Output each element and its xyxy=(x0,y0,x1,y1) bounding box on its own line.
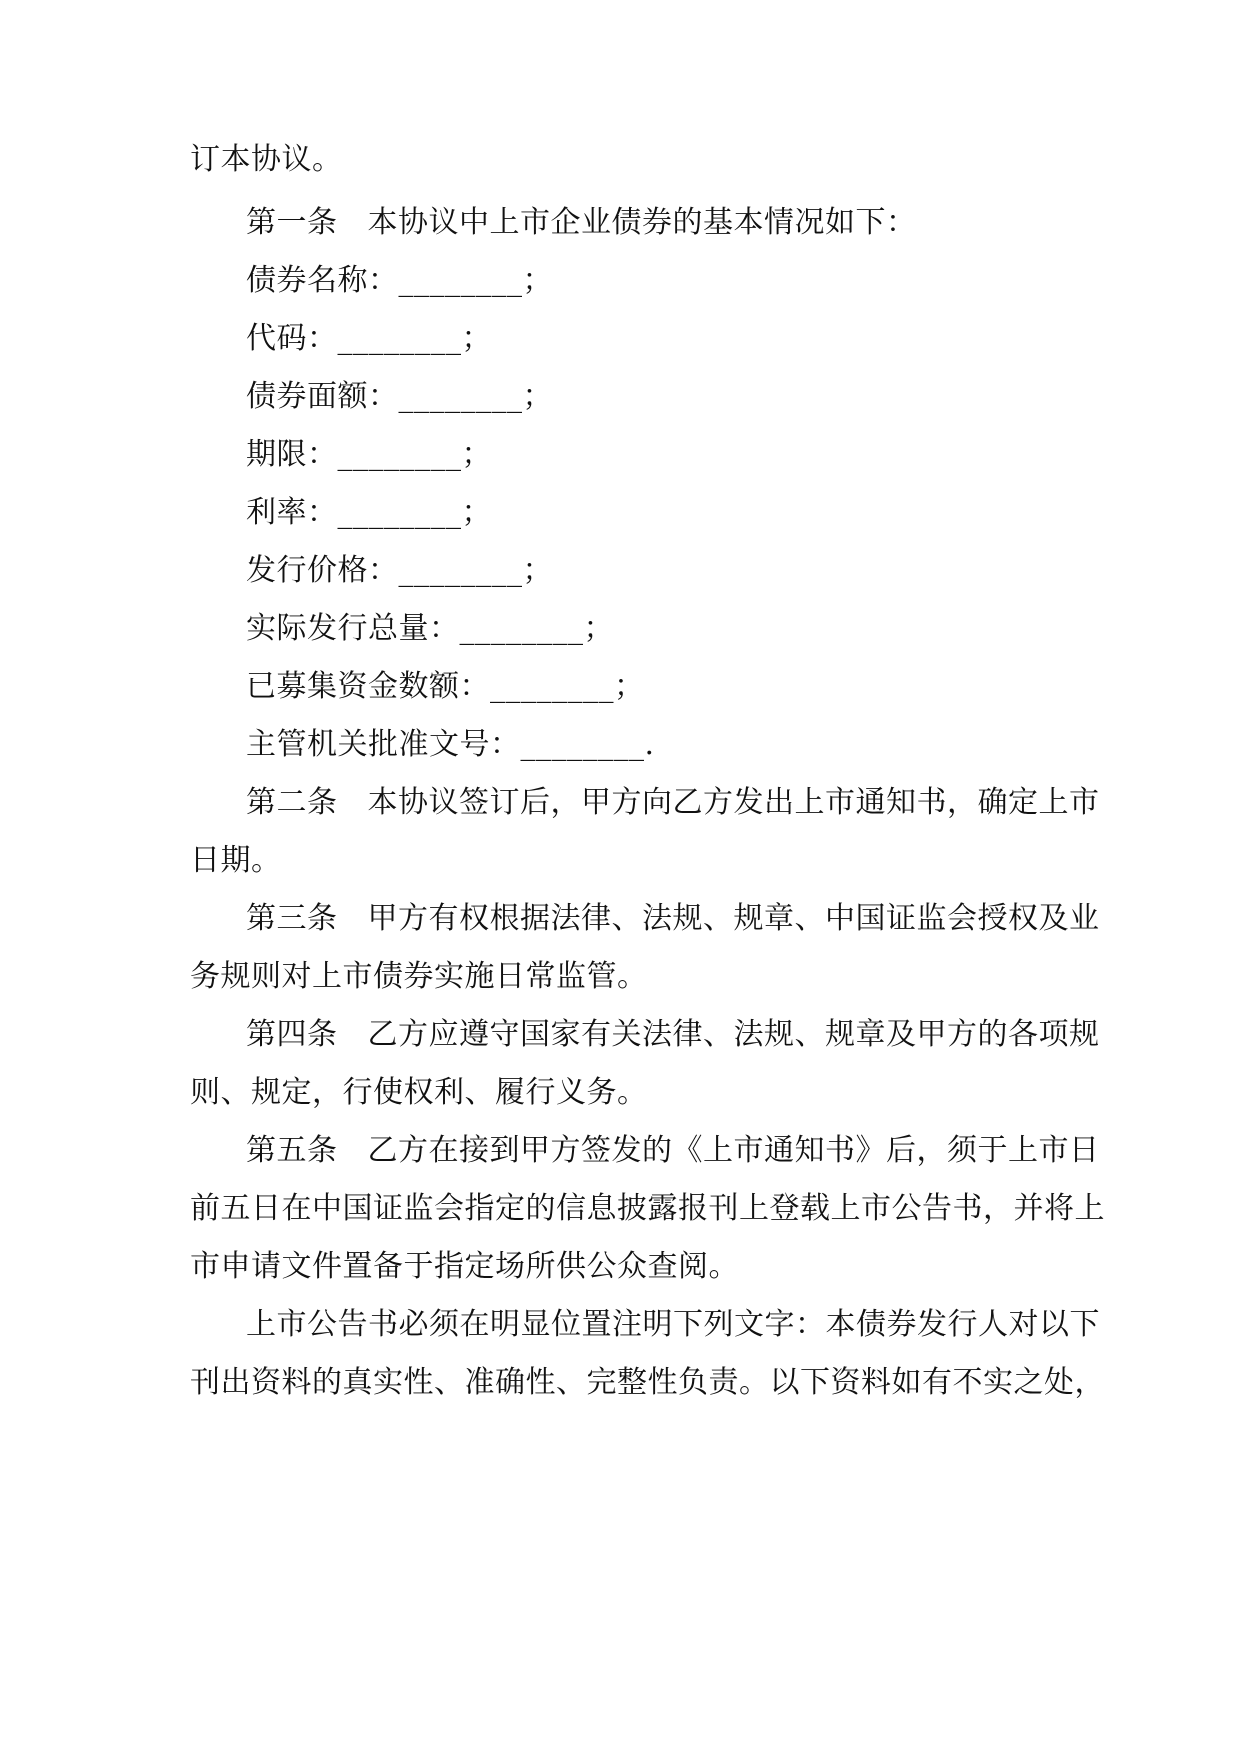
article-text: 本协议中上市企业债券的基本情况如下： xyxy=(367,205,917,240)
field-total-issued xyxy=(246,609,614,649)
text-line xyxy=(190,1247,739,1287)
text-line xyxy=(190,1073,648,1113)
paragraph-start xyxy=(246,1305,1100,1345)
article-number: 第一条 xyxy=(246,205,338,240)
text-line xyxy=(190,1189,1105,1229)
field-rate xyxy=(246,493,492,533)
article-number: 第五条 xyxy=(246,1133,338,1168)
field-text: 债券面额：________； xyxy=(246,379,553,414)
article-text: 乙方在接到甲方签发的《上市通知书》后，须于上市日 xyxy=(367,1133,1100,1168)
line-text: 日期。 xyxy=(190,843,282,878)
article-text: 乙方应遵守国家有关法律、法规、规章及甲方的各项规 xyxy=(367,1017,1100,1052)
field-text: 代码：________； xyxy=(246,321,492,356)
field-term xyxy=(246,435,492,475)
field-text: 债券名称：________； xyxy=(246,263,553,298)
field-text: 已募集资金数额：________； xyxy=(246,669,645,704)
text-line xyxy=(190,957,648,997)
line-text: 订本协议。 xyxy=(190,142,343,177)
article-text: 甲方有权根据法律、法规、规章、中国证监会授权及业 xyxy=(367,901,1100,936)
line-text: 刊出资料的真实性、准确性、完整性负责。以下资料如有不实之处， xyxy=(190,1365,1105,1400)
text-line xyxy=(190,841,282,881)
field-text: 利率：________； xyxy=(246,495,492,530)
text-line xyxy=(190,140,343,180)
article-number: 第三条 xyxy=(246,901,338,936)
field-issue-price xyxy=(246,551,553,591)
line-text: 上市公告书必须在明显位置注明下列文字：本债券发行人对以下 xyxy=(246,1307,1100,1342)
field-bond-name xyxy=(246,261,553,301)
line-text: 市申请文件置备于指定场所供公众查阅。 xyxy=(190,1249,739,1284)
field-code xyxy=(246,319,492,359)
field-face-value xyxy=(246,377,553,417)
field-text: 发行价格：________； xyxy=(246,553,553,588)
field-funds-raised xyxy=(246,667,645,707)
article-5-heading xyxy=(246,1131,1100,1171)
line-text: 则、规定，行使权利、履行义务。 xyxy=(190,1075,648,1110)
article-4-heading xyxy=(246,1015,1100,1055)
article-3-heading xyxy=(246,899,1100,939)
article-text: 本协议签订后，甲方向乙方发出上市通知书，确定上市 xyxy=(367,785,1100,820)
article-number: 第四条 xyxy=(246,1017,338,1052)
article-number: 第二条 xyxy=(246,785,338,820)
field-text: 期限：________； xyxy=(246,437,492,472)
field-text: 实际发行总量：________； xyxy=(246,611,614,646)
field-approval-number xyxy=(246,725,655,765)
article-1-heading xyxy=(246,203,917,243)
article-2-heading xyxy=(246,783,1100,823)
field-text: 主管机关批准文号：________. xyxy=(246,727,655,762)
text-line xyxy=(190,1363,1105,1403)
line-text: 前五日在中国证监会指定的信息披露报刊上登载上市公告书，并将上 xyxy=(190,1191,1105,1226)
line-text: 务规则对上市债券实施日常监管。 xyxy=(190,959,648,994)
